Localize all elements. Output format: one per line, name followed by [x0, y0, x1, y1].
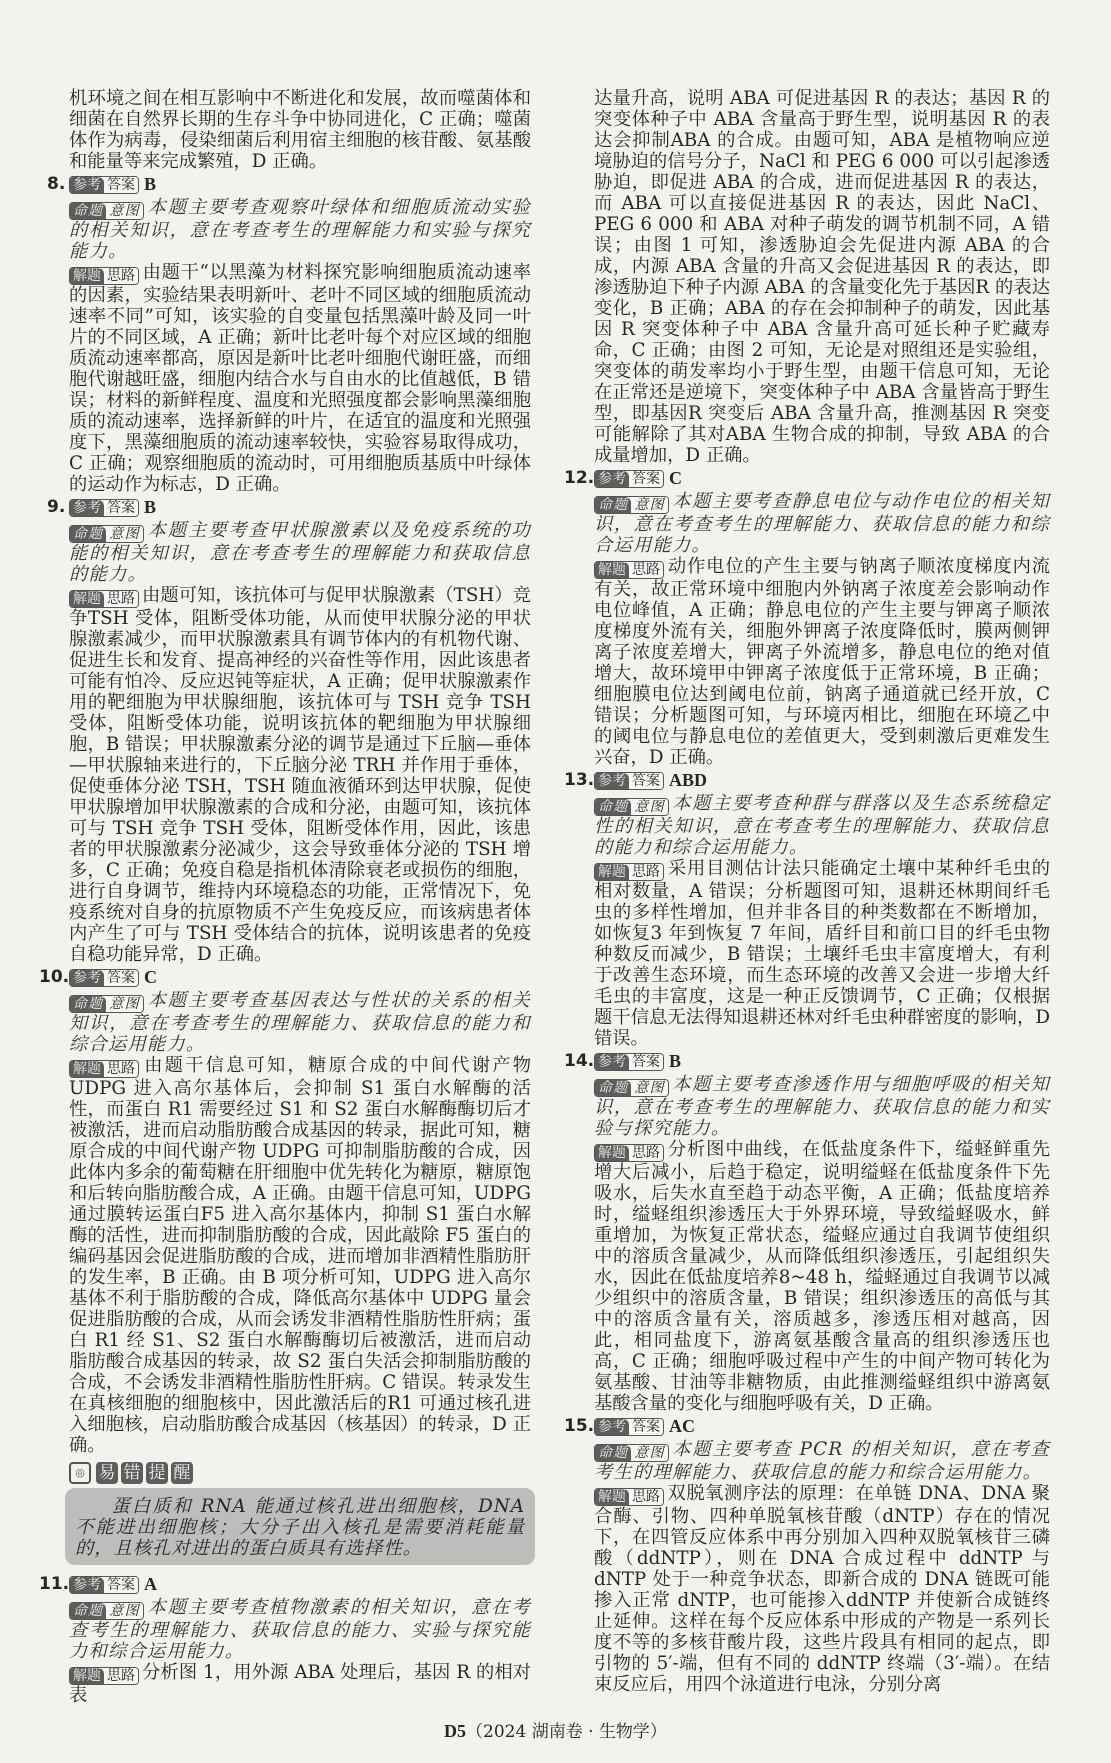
right-column: [564, 88, 1050, 1695]
answer-badge: [69, 176, 139, 194]
solution-badge: [594, 1488, 664, 1506]
intent-text: 本题主要考查 PCR 的相关知识，意在考查考生的理解能力、获取信息的能力和综合运用能力。: [594, 1439, 1050, 1483]
badge-left: 命题: [70, 1603, 106, 1619]
solution-badge: [594, 561, 664, 579]
answer-value: C: [144, 967, 157, 987]
page-number: D5: [444, 1721, 467, 1741]
question-number: 13.: [564, 770, 595, 790]
answer-item-13: [564, 769, 1050, 1049]
badge-right: 思路: [629, 864, 663, 880]
solution-text: 分析图中曲线，在低盐度条件下，缢蛏鲜重先增大后减小，后趋于稳定，说明缢蛏在低盐度条件下先吸水，后失水直至趋于动态平衡，A 正确；低盐度培养时，缢蛏组织渗透压大于外界环境，导致缢蛏吸水，鲜重增加，为恢复正常状态，缢蛏应通过自我调节使组织中的溶质含量减少，从而降低组织渗透压，引起组织失水，因此在低盐度培养8~48 h，缢蛏通过自我调节以减少组织中的溶质含量，B 错误；组织渗透压的高低与其中的溶质含量有关，溶质越多，渗透压相对越高，因此，相同盐度下，游离氨基酸含量高的组织渗透压也高，C 正确；细胞呼吸过程中产生的中间产物可转化为氨基酸、甘油等非糖物质，由此推测缢蛏组织中游离氨基酸含量的变化与细胞呼吸有关，D 正确。: [594, 1139, 1050, 1414]
solution-badge: [69, 267, 139, 285]
badge-right: 答案: [104, 177, 138, 193]
intent-badge: [594, 1079, 669, 1097]
badge-right: 思路: [629, 1489, 663, 1505]
badge-right: 答案: [104, 970, 138, 986]
badge-left: 解题: [70, 1668, 104, 1684]
badge-left: 解题: [595, 562, 629, 578]
solution-badge: [69, 1060, 139, 1078]
answer-badge: [69, 499, 139, 517]
intent-text: 本题主要考查甲状腺激素以及免疫系统的功能的相关知识，意在考查考生的理解能力和获取信息的能力。: [69, 520, 531, 585]
continued-paragraph: 达量升高，说明 ABA 可促进基因 R 的表达；基因 R 的突变体种子中 ABA 含量高于野生型，说明基因 R 的表达会抑制ABA 的合成。由题可知，ABA 是植物响应逆境胁迫的信号分子，NaCl 和 PEG 6 000 可以引起渗透胁迫，即促进 ABA 的合成，进而促进基因 R 的表达，而 ABA 可以直接促进基因 R 的表达，因此 NaCl、PEG 6 000 和 ABA 对种子萌发的调节机制不同，A 错误；由图 1 可知，渗透胁迫会先促进内源 ABA 的合成，内源 ABA 含量的升高又会促进基因 R 的表达，即渗透胁迫下种子内源 ABA 的含量变化先于基因R 的表达变化，B 正确；ABA 的存在会抑制种子的萌发，因此基因 R 突变体种子中 ABA 含量升高可延长种子贮藏寿命，C 正确；由图 2 可知，无论是对照组还是实验组，突变体的萌发率均小于野生型，由题干信息可知，无论在正常还是逆境下，突变体种子中 ABA 含量皆高于野生型，即基因R 突变后 ABA 含量升高，推测基因 R 突变可能解除了其对ABA 生物合成的抑制，导致 ABA 的合成量增加，D 正确。: [594, 88, 1050, 466]
intent-text: 本题主要考查渗透作用与细胞呼吸的相关知识，意在考查考生的理解能力、获取信息的能力和实验与探究能力。: [594, 1074, 1050, 1139]
badge-right: 思路: [104, 268, 138, 284]
badge-right: 意图: [631, 1445, 667, 1461]
badge-left: 解题: [595, 1489, 629, 1505]
badge-right: 思路: [104, 591, 138, 607]
solution-text: 分析图 1，用外源 ABA 处理后，基因 R 的相对表: [69, 1662, 531, 1706]
tip-title-char: 错: [121, 1462, 143, 1484]
badge-right: 答案: [104, 500, 138, 516]
badge-left: 参考: [70, 177, 104, 193]
answer-item-14: [564, 1050, 1050, 1414]
continued-paragraph: 机环境之间在相互影响中不断进化和发展，故而噬菌体和细菌在自然界长期的生存斗争中协同进化，C 正确；噬菌体作为病毒，侵染细菌后利用宿主细胞的核苷酸、氨基酸和能量等来完成繁殖，D 正确。: [69, 88, 531, 172]
intent-badge: [69, 995, 144, 1013]
badge-right: 思路: [629, 1145, 663, 1161]
answer-badge: [594, 470, 664, 488]
intent-badge: [69, 202, 144, 220]
badge-right: 思路: [104, 1061, 138, 1077]
badge-right: 思路: [629, 562, 663, 578]
badge-left: 命题: [595, 1445, 631, 1461]
intent-text: 本题主要考查基因表达与性状的关系的相关知识，意在考查考生的理解能力、获取信息的能力和综合运用能力。: [69, 990, 531, 1055]
badge-left: 参考: [70, 970, 104, 986]
answer-badge: [594, 772, 664, 790]
question-number: 14.: [564, 1051, 595, 1071]
intent-badge: [69, 1602, 144, 1620]
answer-item-8: [47, 173, 531, 495]
solution-text: 由题干“以黑藻为材料探究影响细胞质流动速率的因素，实验结果表明新叶、老叶不同区域的细胞质流动速率不同”可知，该实验的自变量包括黑藻叶龄及同一叶片的不同区域，A 正确；新叶比老叶每个对应区域的细胞质流动速率都高，原因是新叶比老叶细胞代谢旺盛，而细胞代谢越旺盛，细胞内结合水与自由水的比值越低，B 错误；材料的新鲜程度、温度和光照强度都会影响黑藻细胞质的流动速率，选择新鲜的叶片，在适宜的温度和光照强度下，黑藻细胞质的流动速率较快，实验容易取得成功，C 正确；观察细胞质的流动时，可用细胞质基质中叶绿体的运动作为标志，D 正确。: [69, 262, 531, 495]
answer-value: A: [144, 1574, 157, 1594]
question-number: 15.: [564, 1416, 595, 1436]
question-number: 10.: [39, 967, 70, 987]
answer-item-9: [47, 496, 531, 965]
tip-title-char: 易: [96, 1462, 118, 1484]
solution-badge: [594, 1144, 664, 1162]
badge-left: 参考: [595, 1054, 629, 1070]
badge-left: 命题: [70, 996, 106, 1012]
tip-title-char: 提: [146, 1462, 168, 1484]
badge-left: 解题: [595, 864, 629, 880]
intent-badge: [594, 798, 669, 816]
intent-text: 本题主要考查观察叶绿体和细胞质流动实验的相关知识，意在考查考生的理解能力和实验与探究能力。: [69, 197, 531, 262]
answer-badge: [594, 1053, 664, 1071]
badge-right: 思路: [104, 1668, 138, 1684]
badge-left: 参考: [595, 1419, 629, 1435]
answer-value: ABD: [669, 770, 708, 790]
intent-text: 本题主要考查静息电位与动作电位的相关知识，意在考查考生的理解能力、获取信息的能力和综合运用能力。: [594, 491, 1050, 556]
badge-right: 意图: [106, 996, 142, 1012]
badge-left: 命题: [70, 526, 106, 542]
left-column: [39, 88, 531, 1706]
answer-badge: [594, 1418, 664, 1436]
answer-value: B: [144, 497, 157, 517]
answer-value: AC: [669, 1416, 695, 1436]
solution-text: 双脱氧测序法的原理：在单链 DNA、DNA 聚合酶、引物、四种单脱氧核苷酸（dNTP）存在的情况下，在四管反应体系中再分别加入四种双脱氧核苷三磷酸（ddNTP），则在 DNA 合成过程中 ddNTP 与 dNTP 处于一种竞争状态，即新合成的 DNA 链既可能掺入正常 dNTP，也可能掺入ddNTP 并使新合成链终止延伸。这样在每个反应体系中形成的产物是一系列长度不等的多核苷酸片段，这些片段具有相同的起点，即引物的 5′-端，但有不同的 ddNTP 终端（3′-端）。在结束反应后，用四个泳道进行电泳，分别分离: [594, 1483, 1050, 1695]
badge-left: 解题: [70, 268, 104, 284]
badge-right: 答案: [629, 471, 663, 487]
solution-text: 由题干信息可知，糖原合成的中间代谢产物UDPG 进入高尔基体后，会抑制 S1 蛋白水解酶的活性，而蛋白 R1 需要经过 S1 和 S2 蛋白水解酶酶切后才被激活，进而启动脂肪酸合成基因的转录，据此可知，糖原合成的中间代谢产物 UDPG 可抑制脂肪酸的合成，因此体内多余的葡萄糖在肝细胞中优先转化为糖原，糖原饱和后转向脂肪酸合成，A 正确。由题干信息可知，UDPG 通过膜转运蛋白F5 进入高尔基体内，抑制 S1 蛋白水解酶的活性，进而抑制脂肪酸的合成，因此敲除 F5 蛋白的编码基因会促进脂肪酸的合成，进而增加非酒精性脂肪肝的发生率，B 正确。由 B 项分析可知，UDPG 进入高尔基体不利于脂肪酸的合成，降低高尔基体中 UDPG 量会促进脂肪酸的合成，从而会诱发非酒精性脂肪性肝病；蛋白 R1 经 S1、S2 蛋白水解酶酶切后被激活，进而启动脂肪酸合成基因的转录，故 S2 蛋白失活会抑制脂肪酸的合成，不会诱发非酒精性脂肪性肝病。C 错误。转录发生在真核细胞的细胞核中，因此激活后的R1 可通过核孔进入细胞核，启动脂肪酸合成基因（核基因）的转录，D 正确。: [69, 1055, 531, 1456]
answer-item-15: [564, 1415, 1050, 1695]
tip-text: 蛋白质和 RNA 能通过核孔进出细胞核，DNA 不能进出细胞核；大分子出入核孔是需要消耗能量的，且核孔对进出的蛋白质具有选择性。: [75, 1496, 525, 1559]
badge-right: 意图: [631, 1080, 667, 1096]
badge-left: 参考: [70, 1577, 104, 1593]
question-number: 9.: [47, 497, 66, 517]
intent-text: 本题主要考查植物激素的相关知识，意在考查考生的理解能力、获取信息的能力、实验与探究能力和综合运用能力。: [69, 1597, 531, 1662]
badge-left: 命题: [595, 799, 631, 815]
answer-item-11: [39, 1573, 531, 1706]
tip-title-char: 醒: [171, 1462, 193, 1484]
badge-left: 解题: [595, 1145, 629, 1161]
badge-right: 意图: [106, 1603, 142, 1619]
badge-right: 意图: [106, 203, 142, 219]
solution-badge: [69, 590, 139, 608]
badge-left: 参考: [70, 500, 104, 516]
intent-badge: [594, 1444, 669, 1462]
answer-value: B: [669, 1051, 682, 1071]
solution-badge: [594, 863, 664, 881]
question-number: 11.: [39, 1574, 70, 1594]
answer-item-12: [564, 467, 1050, 768]
page-footer: [0, 1706, 1111, 1763]
badge-left: 命题: [595, 497, 631, 513]
answer-value: B: [144, 174, 157, 194]
tip-box: [65, 1488, 535, 1565]
badge-right: 答案: [104, 1577, 138, 1593]
badge-right: 意图: [106, 526, 142, 542]
solution-badge: [69, 1667, 139, 1685]
badge-left: 解题: [70, 591, 104, 607]
badge-left: 命题: [70, 203, 106, 219]
solution-text: 采用目测估计法只能确定土壤中某种纤毛虫的相对数量，A 错误；分析题图可知，退耕还林期间纤毛虫的多样性增加，但并非各目的种类数都在不断增加，如恢复3 年到恢复 7 年间，盾纤目和前口目的纤毛虫物种数反而减少，B 错误；土壤纤毛虫丰富度增大，有利于改善生态环境，而生态环境的改善又会进一步增大纤毛虫的丰富度，这是一种正反馈调节，C 正确；仅根据题干信息无法得知退耕还林对纤毛虫种群密度的影响，D 错误。: [594, 858, 1050, 1049]
intent-badge: [69, 525, 144, 543]
badge-right: 答案: [629, 1054, 663, 1070]
badge-left: 参考: [595, 471, 629, 487]
question-number: 8.: [47, 174, 66, 194]
badge-right: 意图: [631, 799, 667, 815]
answer-value: C: [669, 468, 682, 488]
edition-label: （2024 湖南卷 · 生物学）: [466, 1722, 667, 1742]
badge-right: 意图: [631, 497, 667, 513]
magnifier-icon: ◎: [69, 1462, 91, 1484]
badge-left: 命题: [595, 1080, 631, 1096]
badge-right: 答案: [629, 1419, 663, 1435]
solution-text: 由题可知，该抗体可与促甲状腺激素（TSH）竞争TSH 受体，阻断受体功能，从而使甲状腺分泌的甲状腺激素减少，而甲状腺激素具有调节体内的有机物代谢、促进生长和发育、提高神经的兴奋性等作用，因此该患者可能有怕冷、反应迟钝等症状，A 正确；促甲状腺激素作用的靶细胞为甲状腺细胞，该抗体可与 TSH 竞争 TSH 受体，阻断受体功能，说明该抗体的靶细胞为甲状腺细胞，B 错误；甲状腺激素分泌的调节是通过下丘脑—垂体—甲状腺轴来进行的，下丘脑分泌 TRH 并作用于垂体，促使垂体分泌 TSH，TSH 随血液循环到达甲状腺，促使甲状腺增加甲状腺激素的合成和分泌，由题可知，该抗体可与 TSH 竞争 TSH 受体，阻断受体作用，因此，该患者的甲状腺激素分泌减少，这会导致垂体分泌的 TSH 增多，C 正确；免疫自稳是指机体清除衰老或损伤的细胞，进行自身调节，维持内环境稳态的功能，正常情况下，免疫系统对自身的抗原物质不产生免疫反应，而该病患者体内产生了可与 TSH 受体结合的抗体，说明该患者的免疫自稳功能异常，D 正确。: [69, 585, 531, 965]
tip-title: [69, 1460, 531, 1486]
intent-badge: [594, 496, 669, 514]
answer-badge: [69, 969, 139, 987]
answer-item-10: [39, 966, 531, 1565]
intent-text: 本题主要考查种群与群落以及生态系统稳定性的相关知识，意在考查考生的理解能力、获取信息的能力和综合运用能力。: [594, 793, 1050, 858]
solution-text: 动作电位的产生主要与钠离子顺浓度梯度内流有关，故正常环境中细胞内外钠离子浓度差会影响动作电位峰值，A 正确；静息电位的产生主要与钾离子顺浓度梯度外流有关，细胞外钾离子浓度降低时，膜两侧钾离子浓度差增大，钾离子外流增多，静息电位的绝对值增大，故环境甲中钾离子浓度低于正常环境，B 正确；细胞膜电位达到阈电位前，钠离子通道就已经开放，C 错误；分析题图可知，与环境丙相比，细胞在环境乙中的阈电位与静息电位的差值更大，受到刺激后更难发生兴奋，D 正确。: [594, 556, 1050, 768]
badge-right: 答案: [629, 773, 663, 789]
badge-left: 参考: [595, 773, 629, 789]
error-tip: [69, 1460, 531, 1565]
badge-left: 解题: [70, 1061, 104, 1077]
answer-badge: [69, 1576, 139, 1594]
question-number: 12.: [564, 468, 595, 488]
